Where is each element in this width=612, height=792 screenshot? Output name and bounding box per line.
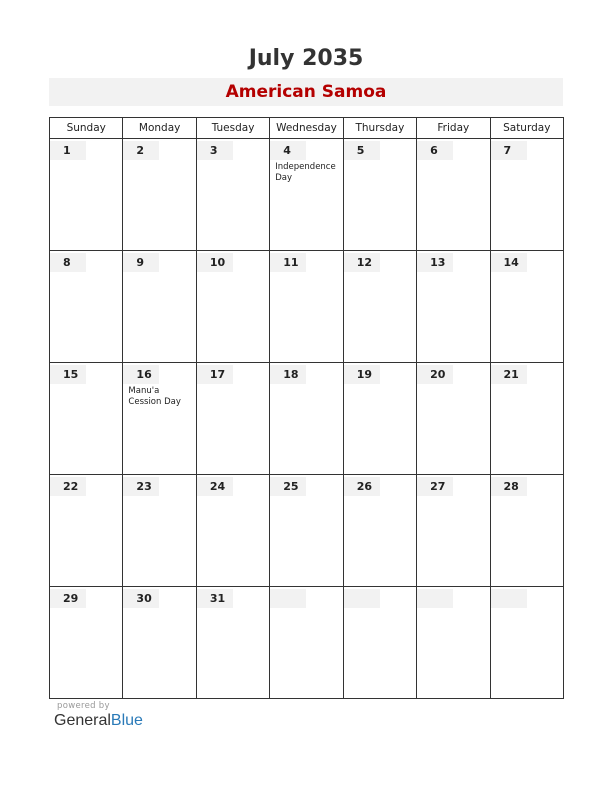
weekday-header: Saturday xyxy=(490,118,563,139)
country-banner: American Samoa xyxy=(49,78,563,106)
day-cell xyxy=(417,587,490,699)
calendar-title: July 2035 xyxy=(248,46,364,71)
weekday-header: Thursday xyxy=(343,118,416,139)
day-cell xyxy=(490,475,563,587)
day-number: 30 xyxy=(123,589,159,608)
day-number xyxy=(344,589,380,608)
day-cell xyxy=(490,587,563,699)
weekday-header: Tuesday xyxy=(196,118,269,139)
day-number: 11 xyxy=(270,253,306,272)
day-number: 29 xyxy=(50,589,86,608)
day-cell xyxy=(270,363,343,475)
week-row xyxy=(50,251,564,363)
day-number: 2 xyxy=(123,141,159,160)
week-row xyxy=(50,475,564,587)
day-number: 22 xyxy=(50,477,86,496)
day-number: 15 xyxy=(50,365,86,384)
day-number: 13 xyxy=(417,253,453,272)
weekday-header: Wednesday xyxy=(270,118,343,139)
day-number: 26 xyxy=(344,477,380,496)
day-cell xyxy=(490,139,563,251)
day-number: 18 xyxy=(270,365,306,384)
day-number: 10 xyxy=(197,253,233,272)
day-number: 6 xyxy=(417,141,453,160)
day-cell xyxy=(343,139,416,251)
day-number: 31 xyxy=(197,589,233,608)
day-cell xyxy=(196,475,269,587)
day-number: 9 xyxy=(123,253,159,272)
calendar-body xyxy=(50,139,564,699)
weekday-header: Sunday xyxy=(50,118,123,139)
day-number: 8 xyxy=(50,253,86,272)
day-number: 14 xyxy=(491,253,527,272)
day-number: 12 xyxy=(344,253,380,272)
day-cell xyxy=(343,363,416,475)
day-cell xyxy=(50,139,123,251)
calendar-grid xyxy=(49,117,564,699)
weekday-header-row xyxy=(50,118,564,139)
day-number: 19 xyxy=(344,365,380,384)
day-number: 4 xyxy=(270,141,306,160)
weekday-header: Friday xyxy=(417,118,490,139)
day-cell xyxy=(50,363,123,475)
day-cell xyxy=(417,475,490,587)
powered-by-text: powered by xyxy=(57,701,110,711)
day-cell xyxy=(343,475,416,587)
day-cell xyxy=(270,587,343,699)
day-cell xyxy=(490,363,563,475)
day-cell xyxy=(343,587,416,699)
day-cell xyxy=(123,363,196,475)
day-number: 28 xyxy=(491,477,527,496)
brand-general-text: General xyxy=(54,712,111,729)
day-number xyxy=(491,589,527,608)
day-cell xyxy=(417,251,490,363)
day-cell xyxy=(196,251,269,363)
week-row xyxy=(50,363,564,475)
day-number: 25 xyxy=(270,477,306,496)
day-number: 17 xyxy=(197,365,233,384)
day-number: 7 xyxy=(491,141,527,160)
week-row xyxy=(50,139,564,251)
day-cell xyxy=(417,139,490,251)
day-cell xyxy=(343,251,416,363)
day-number: 24 xyxy=(197,477,233,496)
day-cell xyxy=(417,363,490,475)
day-cell xyxy=(270,475,343,587)
generalblue-logo[interactable] xyxy=(54,712,143,730)
holiday-label: Manu'a Cession Day xyxy=(128,386,181,407)
day-number: 3 xyxy=(197,141,233,160)
week-row xyxy=(50,587,564,699)
day-cell xyxy=(196,363,269,475)
day-number: 16 xyxy=(123,365,159,384)
day-cell xyxy=(490,251,563,363)
day-number: 23 xyxy=(123,477,159,496)
day-number: 5 xyxy=(344,141,380,160)
day-number xyxy=(270,589,306,608)
day-cell xyxy=(270,251,343,363)
day-cell xyxy=(123,475,196,587)
holiday-label: Independence Day xyxy=(275,162,336,183)
day-cell xyxy=(123,251,196,363)
day-cell xyxy=(270,139,343,251)
day-cell xyxy=(50,587,123,699)
weekday-header: Monday xyxy=(123,118,196,139)
day-number: 27 xyxy=(417,477,453,496)
day-number: 21 xyxy=(491,365,527,384)
day-cell xyxy=(123,587,196,699)
day-cell xyxy=(196,139,269,251)
day-number: 1 xyxy=(50,141,86,160)
day-cell xyxy=(123,139,196,251)
brand-blue-text: Blue xyxy=(110,712,143,729)
day-number: 20 xyxy=(417,365,453,384)
day-number xyxy=(417,589,453,608)
day-cell xyxy=(50,475,123,587)
day-cell xyxy=(50,251,123,363)
day-cell xyxy=(196,587,269,699)
